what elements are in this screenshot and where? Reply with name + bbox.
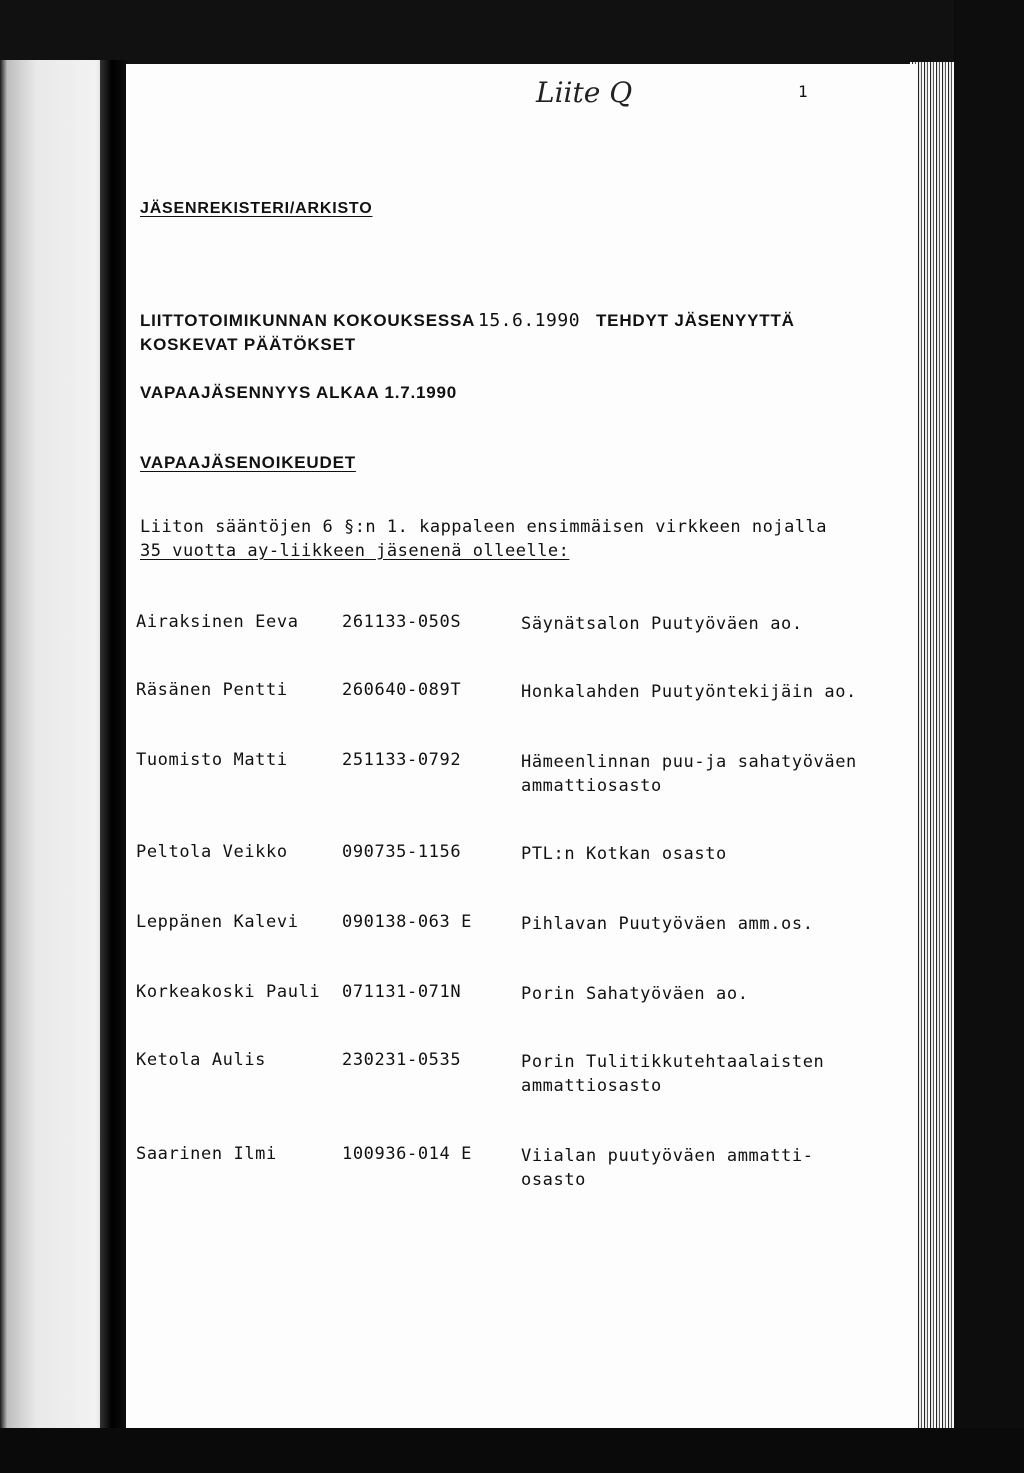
- member-name: Räsänen Pentti: [136, 680, 288, 700]
- member-id: 260640-089T: [342, 680, 462, 700]
- member-organization: Honkalahden Puutyöntekijäin ao.: [521, 682, 857, 702]
- scan-top-border: [0, 0, 1024, 66]
- member-id: 090735-1156: [342, 842, 462, 862]
- member-id: 261133-050S: [342, 612, 462, 632]
- member-name: Peltola Veikko: [136, 842, 288, 862]
- member-organization: Pihlavan Puutyöväen amm.os.: [521, 914, 814, 934]
- intro-line2: 35 vuotta ay-liikkeen jäsenenä olleelle:: [140, 541, 570, 561]
- document-page: [126, 64, 916, 1428]
- member-name: Ketola Aulis: [136, 1050, 267, 1070]
- title-line2: KOSKEVAT PÄÄTÖKSET: [140, 335, 356, 354]
- scan-bottom-border: [0, 1428, 1024, 1473]
- member-row: [136, 612, 896, 672]
- member-row: [136, 912, 896, 972]
- member-id: 230231-0535: [342, 1050, 462, 1070]
- member-id: 071131-071N: [342, 982, 462, 1002]
- member-row: [136, 1144, 896, 1204]
- member-id: 090138-063 E: [342, 912, 473, 932]
- member-row: [136, 750, 896, 810]
- member-id: 251133-0792: [342, 750, 462, 770]
- member-id: 100936-014 E: [342, 1144, 473, 1164]
- effective-date-line: VAPAAJÄSENNYYS ALKAA 1.7.1990: [140, 383, 458, 402]
- member-organization: Hämeenlinnan puu-ja sahatyöväen ammattiosasto: [521, 752, 857, 796]
- member-row: [136, 982, 896, 1042]
- archive-stamp: JÄSENREKISTERI/ARKISTO: [140, 200, 373, 217]
- title-line1-left: LIITTOTOIMIKUNNAN KOKOUKSESSA: [140, 311, 476, 330]
- member-organization: Säynätsalon Puutyöväen ao.: [521, 614, 803, 634]
- intro-line1: Liiton sääntöjen 6 §:n 1. kappaleen ensimmäisen virkkeen nojalla: [140, 517, 828, 537]
- member-name: Airaksinen Eeva: [136, 612, 299, 632]
- member-name: Tuomisto Matti: [136, 750, 288, 770]
- scan-right-border: [954, 0, 1024, 1473]
- handwritten-annotation: Liite Q: [536, 76, 633, 109]
- member-organization: Porin Sahatyöväen ao.: [521, 984, 749, 1004]
- title-date: 15.6.1990: [478, 310, 581, 331]
- member-row: [136, 680, 896, 740]
- member-organization: PTL:n Kotkan osasto: [521, 844, 727, 864]
- section-heading: VAPAAJÄSENOIKEUDET: [140, 453, 356, 472]
- member-organization: Viialan puutyöväen ammatti- osasto: [521, 1146, 814, 1190]
- member-name: Saarinen Ilmi: [136, 1144, 277, 1164]
- page-stack-edges: [910, 62, 954, 1432]
- member-row: [136, 842, 896, 902]
- title-line1-right: TEHDYT JÄSENYYTTÄ: [596, 311, 795, 330]
- member-row: [136, 1050, 896, 1110]
- page-number: 1: [798, 82, 808, 101]
- member-name: Korkeakoski Pauli: [136, 982, 321, 1002]
- member-organization: Porin Tulitikkutehtaalaisten ammattiosasto: [521, 1052, 825, 1096]
- member-name: Leppänen Kalevi: [136, 912, 299, 932]
